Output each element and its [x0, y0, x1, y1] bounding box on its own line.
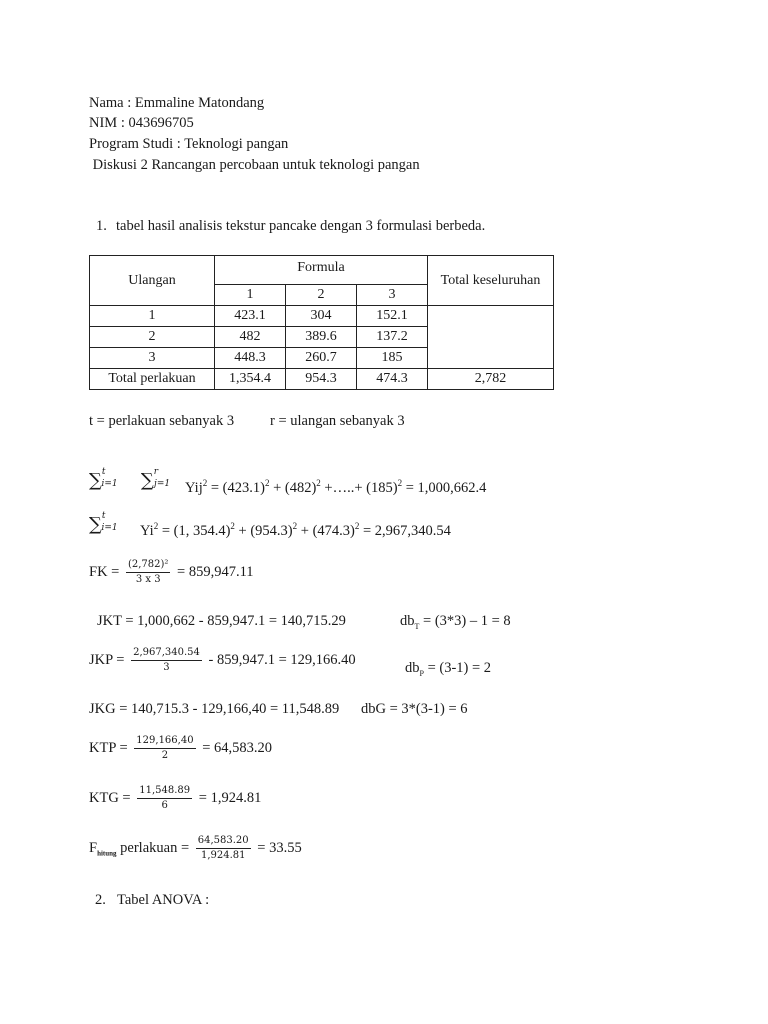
jkp-label: JKP =: [89, 651, 129, 668]
q1-text: tabel hasil analisis tekstur pancake dengan 3 formulasi berbeda.: [116, 218, 486, 234]
db-value: = (3-1) = 2: [423, 660, 492, 676]
f-hitung-formula: [89, 836, 302, 861]
result: = 1,000,662.4: [402, 479, 487, 496]
result: = 33.55: [253, 839, 302, 856]
numerator: 2,967,340.54: [131, 648, 202, 661]
cell: 152.1: [357, 306, 428, 327]
student-nim: NIM : 043696705: [89, 115, 194, 131]
row-label: 1: [90, 306, 215, 327]
cell: 482: [215, 327, 286, 348]
fraction: [137, 786, 192, 811]
exponent: 2: [397, 478, 403, 488]
exponent: 2: [153, 521, 159, 531]
denominator: 6: [161, 800, 168, 811]
sum-upper-limit: r: [153, 467, 159, 478]
result: = 2,967,340.54: [359, 522, 451, 539]
total-row: [90, 369, 554, 390]
sum-formula-1: [89, 467, 171, 491]
q2-text: Tabel ANOVA :: [117, 892, 210, 908]
db-galat: dbG = 3*(3-1) = 6: [361, 701, 468, 717]
sum-lower-limit: i=1: [101, 479, 118, 489]
q2-number: 2.: [95, 892, 106, 908]
cell: 185: [357, 348, 428, 369]
fraction: [134, 736, 195, 761]
db-value: = (3*3) – 1 = 8: [419, 613, 511, 629]
formula-col-3: 3: [357, 285, 428, 306]
ktg-formula: [89, 786, 261, 811]
f-label: F: [89, 839, 98, 856]
sigma-symbol: ∑: [89, 470, 102, 491]
exponent: 2: [202, 478, 208, 488]
header-ulangan: Ulangan: [90, 256, 215, 306]
cell: 260.7: [286, 348, 357, 369]
ktg-label: KTG =: [89, 789, 135, 806]
q1-number: 1.: [96, 218, 107, 234]
total-label: Total perlakuan: [90, 369, 215, 390]
sum-lower-limit: j=1: [154, 479, 171, 489]
exponent: 2: [354, 521, 360, 531]
fk-label: FK =: [89, 563, 123, 580]
result: - 859,947.1 = 129,166.40: [204, 651, 356, 668]
grand-total: 2,782: [428, 369, 554, 390]
cell: 137.2: [357, 327, 428, 348]
note-r: r = ulangan sebanyak 3: [270, 413, 405, 429]
numerator: 129,166,40: [134, 736, 195, 749]
term: + (474.3): [297, 522, 355, 539]
term: + (482): [269, 479, 317, 496]
student-name: Nama : Emmaline Matondang: [89, 95, 265, 111]
cell: 389.6: [286, 327, 357, 348]
sigma-symbol: ∑: [140, 470, 154, 491]
total-cell: 1,354.4: [215, 369, 286, 390]
sum-formula-2: [89, 511, 118, 535]
cell: 423.1: [215, 306, 286, 327]
db-perlakuan: [405, 661, 491, 678]
total-cell: 474.3: [357, 369, 428, 390]
term: + (954.3): [234, 522, 293, 539]
db-total: [400, 614, 511, 631]
sum-lower-limit: i=1: [101, 523, 118, 533]
yi-term: Yi: [140, 522, 154, 539]
fraction: [196, 836, 251, 861]
note-t: t = perlakuan sebanyak 3: [89, 413, 235, 429]
exponent: 2: [264, 478, 270, 488]
f-subscript: hitung: [97, 849, 117, 858]
header-formula: Formula: [215, 256, 428, 285]
ktp-label: KTP =: [89, 739, 132, 756]
cell: 304: [286, 306, 357, 327]
db-label: db: [400, 613, 415, 629]
total-cell: 954.3: [286, 369, 357, 390]
sigma-symbol: ∑: [89, 514, 102, 535]
numerator: 64,583.20: [196, 836, 251, 849]
db-subscript: T: [414, 621, 420, 631]
cell: 448.3: [215, 348, 286, 369]
db-label: db: [405, 660, 420, 676]
denominator: 3 x 3: [135, 574, 161, 585]
program-studi: Program Studi : Teknologi pangan: [89, 136, 289, 152]
result: = 859,947.11: [173, 563, 254, 580]
sum-expression-1: [185, 479, 486, 495]
fraction: [131, 648, 202, 673]
db-subscript: P: [419, 668, 424, 678]
jkg-formula: JKG = 140,715.3 - 129,166,40 = 11,548.89: [89, 701, 340, 717]
result: = 64,583.20: [198, 739, 272, 756]
sum-upper-limit: t: [101, 467, 106, 478]
table-row: [90, 306, 554, 327]
exponent: 2: [230, 521, 235, 531]
row-label: 2: [90, 327, 215, 348]
exponent: 2: [316, 478, 321, 488]
numerator: (2,782)²: [126, 560, 170, 573]
fraction: [126, 560, 170, 585]
result-table: [89, 255, 554, 390]
jkt-formula: JKT = 1,000,662 - 859,947.1 = 140,715.29: [97, 613, 346, 629]
formula-col-2: 2: [286, 285, 357, 306]
row-label: 3: [90, 348, 215, 369]
result: = 1,924.81: [195, 789, 262, 806]
denominator: 3: [163, 662, 170, 673]
ktp-formula: [89, 736, 272, 761]
denominator: 2: [161, 750, 169, 761]
exponent: 2: [292, 521, 298, 531]
sum-upper-limit: t: [101, 511, 106, 522]
discussion-title: Diskusi 2 Rancangan percobaan untuk teknologi pangan: [89, 157, 420, 173]
f-label-text: perlakuan =: [116, 839, 193, 856]
total-blank-cell: [428, 306, 554, 369]
term: = (1, 354.4): [158, 522, 231, 539]
sum-expression-2: [140, 522, 451, 538]
fk-formula: [89, 560, 254, 585]
denominator: 1,924.81: [200, 850, 246, 861]
term: +…..+ (185): [320, 479, 398, 496]
formula-col-1: 1: [215, 285, 286, 306]
header-total: Total keseluruhan: [428, 256, 554, 306]
jkp-formula: [89, 648, 356, 673]
numerator: 11,548.89: [137, 786, 192, 799]
term: = (423.1): [207, 479, 265, 496]
yij-term: Yij: [185, 479, 203, 496]
